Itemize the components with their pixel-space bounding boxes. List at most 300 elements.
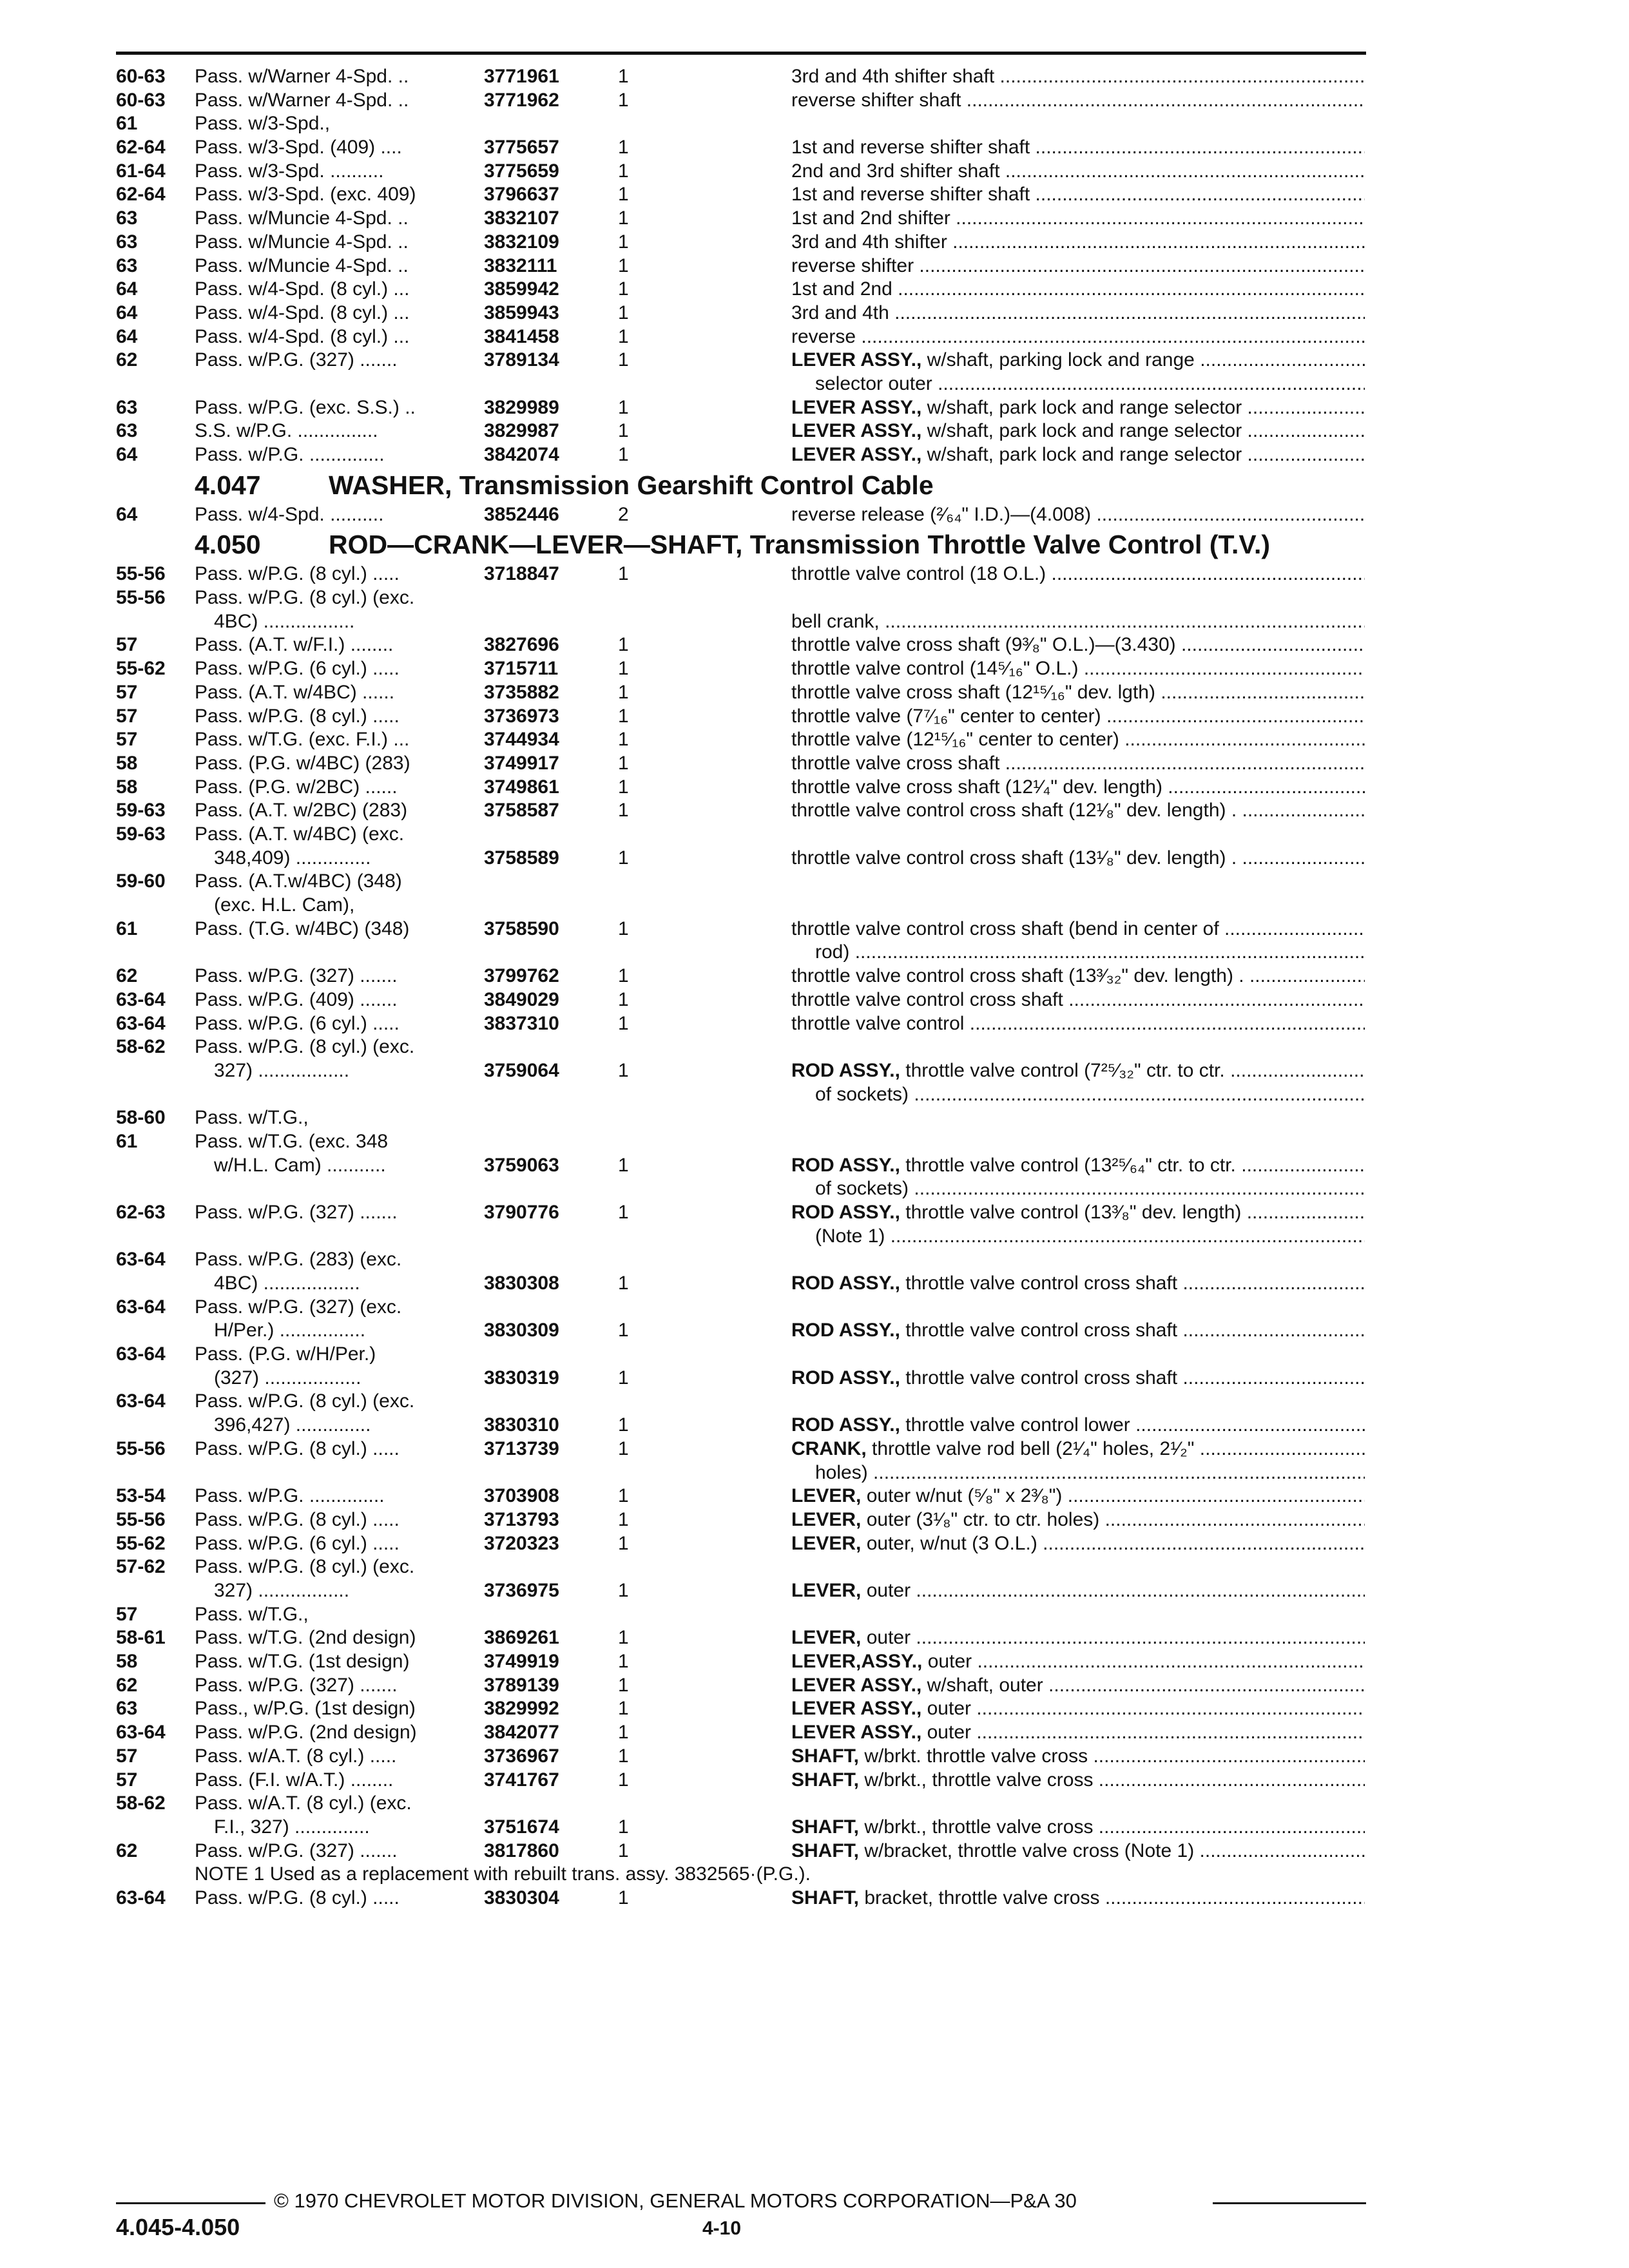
table-row (116, 1650, 1366, 1674)
description (791, 1579, 1365, 1603)
model-year: 55-56 (116, 563, 166, 585)
description (791, 1697, 1365, 1721)
application: Pass. w/P.G. (327) (exc. (195, 1296, 402, 1318)
model-year: 55-56 (116, 1437, 166, 1459)
model-year: 57 (116, 634, 138, 656)
application: Pass. w/P.G. .............. (195, 444, 385, 466)
quantity: 1 (618, 1154, 629, 1176)
quantity: 1 (618, 302, 629, 323)
description-noun: ROD ASSY., (791, 1154, 900, 1176)
description-text: throttle valve control lower (900, 1414, 1130, 1436)
section-title: ROD—CRANK—LEVER—SHAFT, Transmission Throttle Valve Control (T.V.) (329, 530, 1271, 560)
application: Pass. w/T.G. (exc. F.I.) ... (195, 729, 410, 751)
application: Pass. (A.T. w/4BC) (exc. (195, 823, 405, 845)
model-year: 62-64 (116, 184, 166, 206)
table-row (116, 278, 1366, 302)
part-number: 3832111 (484, 255, 557, 276)
description (791, 349, 1365, 372)
description-text: throttle valve control cross shaft (12¹⁄₈" dev. length) . (791, 800, 1237, 822)
part-number: 3713739 (484, 1437, 559, 1459)
model-year: 58 (116, 776, 138, 798)
part-number: 3796637 (484, 184, 559, 206)
table-row (116, 302, 1366, 325)
model-year: 61-64 (116, 160, 166, 182)
description-text: throttle valve control cross shaft (13¹⁄₈" dev. length) . (791, 847, 1237, 869)
description-noun: SHAFT, (791, 1840, 859, 1861)
description-noun: ROD ASSY., (791, 1059, 900, 1081)
description-text: throttle valve rod bell (2¹⁄₄" holes, 2¹⁄₂" (866, 1437, 1195, 1459)
description-text: throttle valve control cross shaft (900, 1320, 1178, 1341)
description (791, 799, 1365, 823)
description-text: w/bracket, throttle valve cross (Note 1) (859, 1840, 1195, 1861)
table-row (116, 1626, 1366, 1650)
part-number: 3758587 (484, 800, 559, 822)
application: Pass. (P.G. w/H/Per.) (195, 1343, 376, 1365)
description-noun: LEVER ASSY., (791, 1674, 922, 1696)
top-rule (116, 52, 1366, 55)
part-number: 3830308 (484, 1272, 559, 1294)
table-row (116, 503, 1366, 527)
model-year: 58-62 (116, 1036, 166, 1058)
quantity: 1 (618, 705, 629, 727)
quantity: 1 (618, 255, 629, 276)
description-text: throttle valve control cross shaft (791, 988, 1063, 1010)
description (791, 1887, 1365, 1910)
description (791, 1840, 1365, 1863)
description (791, 965, 1365, 988)
description-text: reverse shifter (791, 255, 914, 276)
application: Pass. w/T.G., (195, 1107, 309, 1129)
description (791, 183, 1365, 207)
description-noun: SHAFT, (791, 1745, 859, 1767)
application: Pass. w/3-Spd. (409) .... (195, 137, 402, 159)
table-row (116, 207, 1366, 231)
description-noun: SHAFT, (791, 1887, 859, 1908)
application: Pass. w/A.T. (8 cyl.) ..... (195, 1745, 397, 1767)
description (791, 65, 1365, 89)
application: Pass. w/A.T. (8 cyl.) (exc. (195, 1792, 412, 1814)
part-number: 3759063 (484, 1154, 559, 1176)
description (791, 207, 1365, 231)
part-number: 3749917 (484, 752, 559, 774)
description-text: 1st and 2nd shifter (791, 207, 950, 229)
application: Pass. w/Muncie 4-Spd. .. (195, 207, 409, 229)
model-year: 57 (116, 705, 138, 727)
table-row (116, 1437, 1366, 1485)
description-continued: (Note 1) ..... (815, 1225, 1365, 1249)
application: Pass. w/P.G. (283) (exc. (195, 1249, 402, 1271)
description (791, 325, 1365, 349)
quantity: 1 (618, 1437, 629, 1459)
part-number: 3771962 (484, 89, 559, 111)
description (791, 1485, 1365, 1508)
quantity: 1 (618, 729, 629, 751)
table-row (116, 776, 1366, 800)
application: Pass. w/Warner 4-Spd. .. (195, 66, 409, 87)
model-year: 64 (116, 444, 138, 466)
description (791, 1414, 1365, 1437)
description (791, 657, 1365, 681)
application: Pass. w/T.G., (195, 1603, 309, 1625)
model-year: 63-64 (116, 1722, 166, 1744)
quantity: 1 (618, 1579, 629, 1601)
description-noun: SHAFT, (791, 1816, 859, 1838)
model-year: 57-62 (116, 1556, 166, 1578)
quantity: 1 (618, 1367, 629, 1389)
table-row (116, 1343, 1366, 1390)
application-continued: 396,427) .............. (214, 1414, 371, 1436)
quantity: 1 (618, 396, 629, 418)
description (791, 396, 1365, 420)
description-noun: ROD ASSY., (791, 1201, 900, 1223)
table-row (116, 1035, 1366, 1106)
table-row (116, 443, 1366, 467)
application: Pass. (P.G. w/2BC) ...... (195, 776, 398, 798)
part-number: 3842074 (484, 444, 559, 466)
description-text: outer (921, 1722, 971, 1744)
application: Pass. w/T.G. (2nd design) (195, 1627, 416, 1649)
quantity: 1 (618, 1887, 629, 1908)
quantity: 1 (618, 681, 629, 703)
quantity: 1 (618, 1272, 629, 1294)
table-row (116, 633, 1366, 657)
description (791, 1816, 1365, 1840)
description-noun: LEVER ASSY., (791, 396, 922, 418)
table-row (116, 325, 1366, 349)
description-noun: ROD ASSY., (791, 1367, 900, 1389)
model-year: 58 (116, 752, 138, 774)
application: Pass. w/P.G. (8 cyl.) ..... (195, 563, 400, 585)
part-number: 3718847 (484, 563, 559, 585)
part-number: 3720323 (484, 1532, 559, 1554)
description-text: 1st and reverse shifter shaft (791, 184, 1030, 206)
description (791, 1674, 1365, 1698)
quantity: 1 (618, 1698, 629, 1720)
description (791, 752, 1365, 776)
parts-table-c (116, 562, 1366, 1863)
description-text: throttle valve control (18 O.L.) (791, 563, 1046, 585)
quantity: 1 (618, 1485, 629, 1507)
description-text: w/shaft, park lock and range selector (921, 396, 1242, 418)
description-noun: ROD ASSY., (791, 1414, 900, 1436)
description-noun: LEVER ASSY., (791, 1722, 922, 1744)
model-year: 62 (116, 1674, 138, 1696)
application: Pass. (A.T. w/2BC) (283) (195, 800, 408, 822)
description-text: 2nd and 3rd shifter shaft (791, 160, 1000, 182)
model-year: 63-64 (116, 988, 166, 1010)
description (791, 1745, 1365, 1769)
part-number: 3749919 (484, 1651, 559, 1673)
table-row (116, 681, 1366, 705)
description-text: outer w/nut (⁵⁄₈" x 2³⁄₈") (861, 1485, 1063, 1507)
model-year: 63-64 (116, 1249, 166, 1271)
quantity: 1 (618, 1674, 629, 1696)
model-year: 60-63 (116, 66, 166, 87)
application: Pass. w/3-Spd. .......... (195, 160, 384, 182)
application: Pass. w/P.G. (327) ....... (195, 349, 398, 371)
description-text: outer (861, 1579, 911, 1601)
footnote-text: NOTE 1 Used as a replacement with rebuilt trans. assy. 3832565·(P.G.). (195, 1863, 811, 1885)
model-year: 61 (116, 918, 138, 939)
application: Pass. w/P.G. (8 cyl.) ..... (195, 1887, 400, 1908)
model-year: 63 (116, 255, 138, 276)
part-number: 3827696 (484, 634, 559, 656)
table-row (116, 160, 1366, 184)
description-text: throttle valve control cross shaft (bend in center of (791, 918, 1219, 939)
table-row (116, 65, 1366, 89)
application-continued: (exc. H.L. Cam), (214, 894, 355, 916)
application: Pass. w/P.G. (8 cyl.) (exc. (195, 1556, 415, 1578)
description-noun: LEVER ASSY., (791, 1698, 922, 1720)
quantity: 1 (618, 800, 629, 822)
description (791, 633, 1365, 657)
description-text: w/brkt., throttle valve cross (859, 1769, 1094, 1791)
quantity: 1 (618, 1840, 629, 1861)
model-year: 63 (116, 231, 138, 253)
description (791, 1367, 1365, 1390)
application-continued: F.I., 327) .............. (214, 1816, 370, 1838)
description-text: w/shaft, parking lock and range (921, 349, 1195, 371)
description-text: throttle valve control (791, 1012, 965, 1034)
quantity: 1 (618, 278, 629, 300)
quantity: 1 (618, 231, 629, 253)
table-row (116, 1555, 1366, 1602)
description (791, 419, 1365, 443)
model-year: 55-62 (116, 658, 166, 680)
model-year: 62 (116, 965, 138, 987)
table-row (116, 728, 1366, 752)
quantity: 1 (618, 349, 629, 371)
quantity: 1 (618, 184, 629, 206)
description-text: w/brkt. throttle valve cross (859, 1745, 1088, 1767)
description (791, 89, 1365, 113)
model-year: 63-64 (116, 1390, 166, 1412)
application: Pass. w/P.G. (8 cyl.) (exc. (195, 1036, 415, 1058)
description (791, 1626, 1365, 1650)
description-text: throttle valve control (13³⁄₈" dev. length) (900, 1201, 1242, 1223)
part-number: 3741767 (484, 1769, 559, 1791)
part-number: 3817860 (484, 1840, 559, 1861)
table-row (116, 231, 1366, 255)
description (791, 503, 1365, 527)
description (791, 988, 1365, 1012)
application: Pass. w/4-Spd. .......... (195, 503, 384, 525)
table-row (116, 1745, 1366, 1769)
description (791, 918, 1365, 941)
model-year: 58-61 (116, 1627, 166, 1649)
parts-catalog-page (116, 52, 1366, 1910)
table-row (116, 89, 1366, 113)
part-number: 3758589 (484, 847, 559, 869)
table-row (116, 1769, 1366, 1792)
description (791, 847, 1365, 870)
part-number: 3859942 (484, 278, 559, 300)
quantity: 1 (618, 207, 629, 229)
description-text: 1st and 2nd (791, 278, 892, 300)
part-number: 3837310 (484, 1012, 559, 1034)
parts-table-d (116, 1887, 1366, 1910)
description-text: outer, w/nut (3 O.L.) (861, 1532, 1037, 1554)
part-number: 3829992 (484, 1698, 559, 1720)
description-text: 3rd and 4th shifter (791, 231, 947, 253)
quantity: 1 (618, 160, 629, 182)
application-continued: 4BC) ................. (214, 610, 355, 632)
description (791, 136, 1365, 160)
description-continued: selector outer ..... (815, 372, 1365, 396)
description-noun: LEVER, (791, 1485, 862, 1507)
table-row (116, 1603, 1366, 1627)
table-row (116, 586, 1366, 633)
part-number: 3715711 (484, 658, 559, 680)
part-number: 3749861 (484, 776, 559, 798)
application: Pass. (F.I. w/A.T.) ........ (195, 1769, 394, 1791)
model-year: 53-54 (116, 1485, 166, 1507)
description-noun: LEVER, (791, 1508, 862, 1530)
part-number: 3744934 (484, 729, 559, 751)
application-continued: (327) .................. (214, 1367, 361, 1389)
description-text: outer (3¹⁄₈" ctr. to ctr. holes) (861, 1508, 1100, 1530)
table-row (116, 1887, 1366, 1910)
quantity: 1 (618, 137, 629, 159)
quantity: 1 (618, 1816, 629, 1838)
model-year: 63-64 (116, 1343, 166, 1365)
table-row (116, 1106, 1366, 1130)
footer-page-number: 4-10 (702, 2218, 742, 2239)
model-year: 63-64 (116, 1296, 166, 1318)
description-text: w/shaft, park lock and range selector (921, 420, 1242, 442)
model-year: 57 (116, 729, 138, 751)
part-number: 3735882 (484, 681, 559, 703)
table-row (116, 799, 1366, 823)
description-text: throttle valve (12¹⁵⁄₁₆" center to center) (791, 729, 1119, 751)
quantity: 1 (618, 420, 629, 442)
description (791, 705, 1365, 729)
table-row (116, 705, 1366, 729)
model-year: 58-62 (116, 1792, 166, 1814)
description-noun: ROD ASSY., (791, 1320, 900, 1341)
footer-rule-right (1213, 2202, 1366, 2204)
table-row (116, 823, 1366, 870)
table-row (116, 1792, 1366, 1839)
quantity: 1 (618, 634, 629, 656)
part-number: 3789134 (484, 349, 559, 371)
application: Pass. w/3-Spd., (195, 113, 331, 135)
table-row (116, 1532, 1366, 1556)
application: Pass. w/P.G. (8 cyl.) (exc. (195, 587, 415, 609)
quantity: 1 (618, 1722, 629, 1744)
table-row (116, 1012, 1366, 1036)
table-row (116, 657, 1366, 681)
table-row (116, 419, 1366, 443)
table-row (116, 870, 1366, 917)
description-text: w/shaft, outer (921, 1674, 1043, 1696)
description-text: w/shaft, park lock and range selector (921, 444, 1242, 466)
model-year: 64 (116, 302, 138, 323)
application: Pass. w/T.G. (1st design) (195, 1651, 410, 1673)
application: Pass. w/P.G. (327) ....... (195, 1201, 398, 1223)
model-year: 61 (116, 113, 138, 135)
part-number: 3736967 (484, 1745, 559, 1767)
quantity: 1 (618, 66, 629, 87)
application: Pass. w/P.G. (6 cyl.) ..... (195, 658, 400, 680)
section-number: 4.047 (195, 470, 261, 500)
description-text: throttle valve cross shaft (791, 752, 1000, 774)
quantity: 1 (618, 1651, 629, 1673)
application: Pass. w/P.G. (409) ....... (195, 988, 398, 1010)
part-number: 3829987 (484, 420, 559, 442)
table-row (116, 918, 1366, 965)
description-text: reverse (791, 325, 856, 347)
application: Pass. (T.G. w/4BC) (348) (195, 918, 410, 939)
application: Pass. w/P.G. (327) ....... (195, 1840, 398, 1861)
table-row (116, 1485, 1366, 1508)
description (791, 681, 1365, 705)
description-text: throttle valve cross shaft (12¹⁄₄" dev. length) (791, 776, 1162, 798)
model-year: 57 (116, 1769, 138, 1791)
footer-section-range: 4.045-4.050 (116, 2214, 240, 2240)
footer-copyright: © 1970 CHEVROLET MOTOR DIVISION, GENERAL MOTORS CORPORATION—P&A 30 (274, 2189, 1077, 2212)
description-text: throttle valve cross shaft (9³⁄₈" O.L.)—(3.430) (791, 634, 1176, 656)
application: Pass. w/T.G. (exc. 348 (195, 1130, 389, 1152)
table-row (116, 396, 1366, 420)
quantity: 1 (618, 918, 629, 939)
model-year: 55-62 (116, 1532, 166, 1554)
parts-table-b (116, 503, 1366, 527)
description-noun: LEVER ASSY., (791, 349, 922, 371)
model-year: 59-63 (116, 823, 166, 845)
table-row (116, 1674, 1366, 1698)
description-text: reverse shifter shaft (791, 89, 961, 111)
description (791, 1769, 1365, 1792)
application-continued: 348,409) .............. (214, 847, 371, 869)
model-year: 64 (116, 503, 138, 525)
part-number: 3842077 (484, 1722, 559, 1744)
table-row (116, 1201, 1366, 1248)
application: Pass. (P.G. w/4BC) (283) (195, 752, 410, 774)
part-number: 3775657 (484, 137, 559, 159)
description (791, 278, 1365, 302)
application-continued: 327) ................. (214, 1059, 350, 1081)
part-number: 3852446 (484, 503, 559, 525)
description (791, 728, 1365, 752)
part-number: 3713793 (484, 1508, 559, 1530)
description-text: throttle valve control (14⁵⁄₁₆" O.L.) (791, 658, 1079, 680)
description-text: 3rd and 4th (791, 302, 889, 323)
application: Pass. w/P.G. (327) ....... (195, 965, 398, 987)
description (791, 1059, 1365, 1083)
part-number: 3771961 (484, 66, 559, 87)
model-year: 55-56 (116, 1508, 166, 1530)
model-year: 62-63 (116, 1201, 166, 1223)
application: Pass. w/P.G. (8 cyl.) ..... (195, 1437, 400, 1459)
part-number: 3829989 (484, 396, 559, 418)
table-row (116, 349, 1366, 396)
quantity: 1 (618, 776, 629, 798)
description-text: throttle valve control cross shaft (900, 1272, 1178, 1294)
description-text: outer (922, 1651, 972, 1673)
model-year: 63 (116, 396, 138, 418)
description (791, 1508, 1365, 1532)
quantity: 1 (618, 1012, 629, 1034)
part-number: 3859943 (484, 302, 559, 323)
table-row (116, 1840, 1366, 1863)
part-number: 3849029 (484, 988, 559, 1010)
description-noun: LEVER, (791, 1579, 862, 1601)
model-year: 63 (116, 1698, 138, 1720)
part-number: 3830319 (484, 1367, 559, 1389)
application: Pass. (A.T. w/4BC) ...... (195, 681, 395, 703)
description (791, 255, 1365, 278)
